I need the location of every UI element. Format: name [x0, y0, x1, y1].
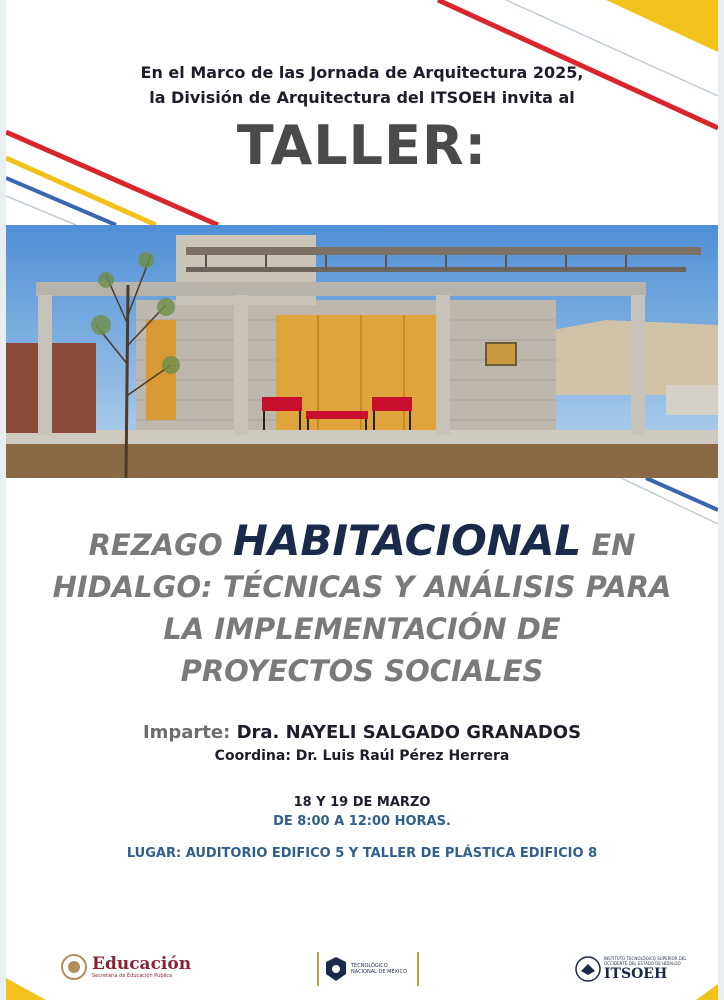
- headline-line-3: LA IMPLEMENTACIÓN DE: [163, 612, 561, 646]
- footer-logos: [6, 950, 718, 990]
- headline-line-1: [6, 516, 718, 566]
- educacion-subtext: Secretaría de Educación Pública: [92, 973, 173, 979]
- workshop-headline: [6, 516, 718, 692]
- event-location: LUGAR: AUDITORIO EDIFICO 5 Y TALLER DE PLÁSTICA EDIFICIO 8: [126, 846, 598, 861]
- educacion-text: Educación: [92, 954, 192, 974]
- headline-word-habitacional: HABITACIONAL: [232, 516, 582, 565]
- event-hours: DE 8:00 A 12:00 HORAS.: [273, 814, 451, 829]
- intro-line-2: la División de Arquitectura del ITSOEH invita al: [149, 88, 575, 107]
- itsoeh-subtext: INSTITUTO TECNOLÓGICO SUPERIOR DEL OCCIDENTE DEL ESTADO DE HIDALGO: [604, 956, 687, 966]
- tecnm-emblem-icon: [325, 956, 347, 982]
- event-days: 18 Y 19 DE MARZO: [293, 795, 431, 810]
- headline-word-en: EN: [591, 528, 636, 562]
- headline-line-4: PROYECTOS SOCIALES: [180, 654, 544, 688]
- itsoeh-logo: [575, 956, 690, 982]
- headline-word-rezago: REZAGO: [88, 528, 223, 562]
- building-photo: [6, 225, 718, 478]
- instructor-name: Dra. NAYELI SALGADO GRANADOS: [236, 722, 582, 743]
- mexico-seal-icon: [61, 954, 87, 980]
- instructor: [6, 722, 718, 743]
- itsoeh-text: ITSOEH: [604, 966, 668, 982]
- event-dates: [6, 793, 718, 831]
- instructor-label: Imparte:: [142, 722, 231, 743]
- tecnm-text: TECNOLÓGICO NACIONAL DE MÉXICO: [351, 963, 407, 975]
- poster: [6, 0, 718, 1000]
- educacion-logo: [61, 954, 191, 980]
- intro-text: [6, 60, 718, 110]
- headline-line-2: HIDALGO: TÉCNICAS Y ANÁLISIS PARA: [52, 570, 672, 604]
- tecnm-logo: [317, 952, 419, 986]
- coordinator: Coordina: Dr. Luis Raúl Pérez Herrera: [214, 748, 510, 764]
- itsoeh-emblem-icon: [575, 956, 601, 982]
- intro-line-1: En el Marco de las Jornada de Arquitectura 2025,: [140, 63, 584, 82]
- taller-title: TALLER:: [236, 114, 488, 177]
